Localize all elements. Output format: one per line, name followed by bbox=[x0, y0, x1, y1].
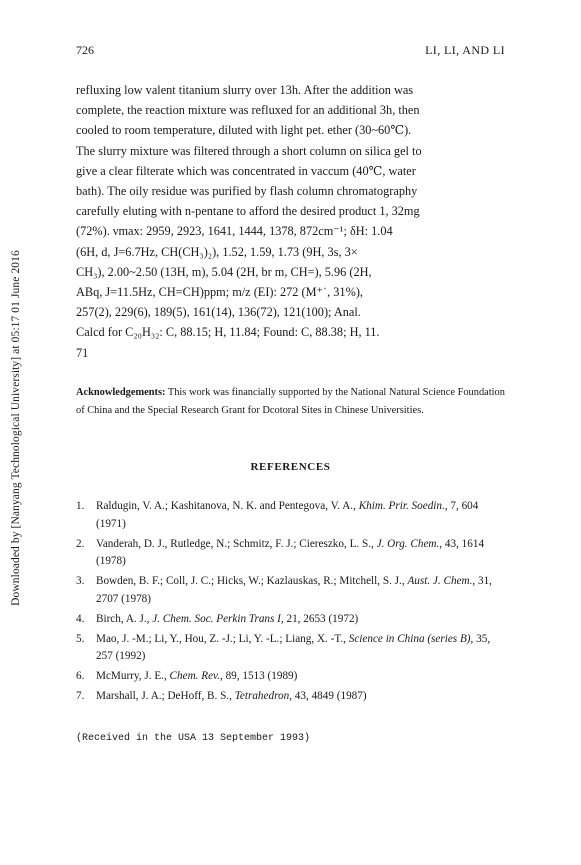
reference-journal: Science in China (series B) bbox=[348, 632, 471, 645]
reference-number: 7. bbox=[76, 690, 85, 703]
page-number: 726 bbox=[76, 43, 94, 57]
reference-item bbox=[76, 668, 506, 686]
experimental-paragraph bbox=[76, 80, 506, 363]
reference-number: 4. bbox=[76, 612, 85, 625]
text-line: CH₃), 2.00~2.50 (13H, m), 5.04 (2H, br m, CH=), 5.96 (2H, bbox=[76, 264, 372, 279]
reference-journal: Tetrahedron bbox=[234, 690, 290, 703]
reference-authors: Raldugin, V. A.; Kashitanova, N. K. and Pentegova, V. A., bbox=[96, 500, 359, 512]
reference-journal: Chem. Rev. bbox=[169, 670, 220, 683]
reference-citation: , 43, 4849 (1987) bbox=[289, 690, 367, 703]
text-line: (6H, d, J=6.7Hz, CH(CH₃)₂), 1.52, 1.59, 1.73 (9H, 3s, 3× bbox=[76, 244, 358, 259]
text-line: The slurry mixture was filtered through a short column on silica gel to bbox=[76, 143, 422, 158]
reference-authors: Bowden, B. F.; Coll, J. C.; Hicks, W.; Kazlauskas, R.; Mitchell, S. J., bbox=[96, 575, 408, 588]
reference-citation: , 7, 604 (1971) bbox=[96, 500, 479, 530]
reference-citation: , 21, 2653 (1972) bbox=[280, 612, 359, 625]
reference-item bbox=[76, 573, 506, 608]
reference-authors: Birch, A. J., bbox=[96, 612, 153, 625]
reference-item bbox=[76, 536, 506, 571]
reference-authors: Marshall, J. A.; DeHoff, B. S., bbox=[96, 690, 235, 703]
text-line: refluxing low valent titanium slurry over 13h. After the addition was bbox=[76, 83, 414, 97]
reference-citation: , 43, 1614 (1978) bbox=[96, 537, 485, 568]
page-header bbox=[76, 43, 505, 59]
reference-authors: McMurry, J. E., bbox=[96, 670, 170, 683]
reference-item bbox=[76, 611, 506, 629]
text-line: 257(2), 229(6), 189(5), 161(14), 136(72), 121(100); Anal. bbox=[76, 305, 361, 320]
reference-item bbox=[76, 498, 506, 533]
reference-item bbox=[76, 688, 506, 706]
text-line: (72%). νmax: 2959, 2923, 1641, 1444, 1378, 872cm⁻¹; δH: 1.04 bbox=[76, 224, 393, 239]
text-line: carefully eluting with n-pentane to afford the desired product 1, 32mg bbox=[76, 204, 420, 219]
reference-citation: , 89, 1513 (1989) bbox=[219, 670, 298, 683]
reference-journal: Aust. J. Chem. bbox=[407, 575, 473, 588]
text-line: ABq, J=11.5Hz, CH=CH)ppm; m/z (EI): 272 (M⁺˙, 31%), bbox=[76, 285, 363, 300]
reference-number: 5. bbox=[76, 632, 85, 645]
text-line: cooled to room temperature, diluted with light pet. ether (30~60℃). bbox=[76, 123, 412, 138]
reference-journal: J. Org. Chem. bbox=[376, 537, 440, 550]
text-line: complete, the reaction mixture was refluxed for an additional 3h, then bbox=[76, 103, 420, 118]
text-line: bath). The oily residue was purified by flash column chromatography bbox=[76, 184, 418, 199]
references-list bbox=[76, 498, 506, 708]
received-date: (Received in the USA 13 September 1993) bbox=[76, 733, 311, 744]
reference-number: 1. bbox=[76, 500, 85, 512]
reference-citation: , 31, 2707 (1978) bbox=[96, 575, 492, 605]
reference-journal: J. Chem. Soc. Perkin Trans I bbox=[152, 612, 281, 625]
references-heading: REFERENCES bbox=[250, 461, 331, 473]
acknowledgements-text: This work was financially supported by the National Natural Science Foundation of China and the Special Research Grant for Dcotoral Sites in Chinese Universities. bbox=[76, 387, 505, 416]
acknowledgements bbox=[76, 384, 506, 419]
reference-authors: Mao, J. -M.; Li, Y., Hou, Z. -J.; Li, Y. -L.; Liang, X. -T., bbox=[96, 632, 349, 645]
reference-number: 6. bbox=[76, 670, 85, 683]
running-head: LI, LI, AND LI bbox=[425, 43, 505, 57]
text-line: 71 bbox=[76, 345, 89, 360]
reference-citation: , 35, 257 (1992) bbox=[96, 632, 491, 663]
reference-authors: Vanderah, D. J., Rutledge, N.; Schmitz, F. J.; Ciereszko, L. S., bbox=[96, 537, 377, 550]
reference-journal: Khim. Prir. Soedin. bbox=[358, 500, 445, 512]
reference-number: 3. bbox=[76, 575, 85, 588]
acknowledgements-label: Acknowledgements: bbox=[76, 387, 166, 398]
text-line: Calcd for C₂₀H₃₂: C, 88.15; H, 11.84; Found: C, 88.38; H, 11. bbox=[76, 325, 380, 340]
reference-item bbox=[76, 631, 506, 666]
text-line: give a clear filterate which was concentrated in vaccum (40℃, water bbox=[76, 163, 416, 178]
reference-number: 2. bbox=[76, 537, 85, 550]
download-watermark: Downloaded by [Nanyang Technological University] at 05:17 01 June 2016 bbox=[10, 250, 22, 606]
